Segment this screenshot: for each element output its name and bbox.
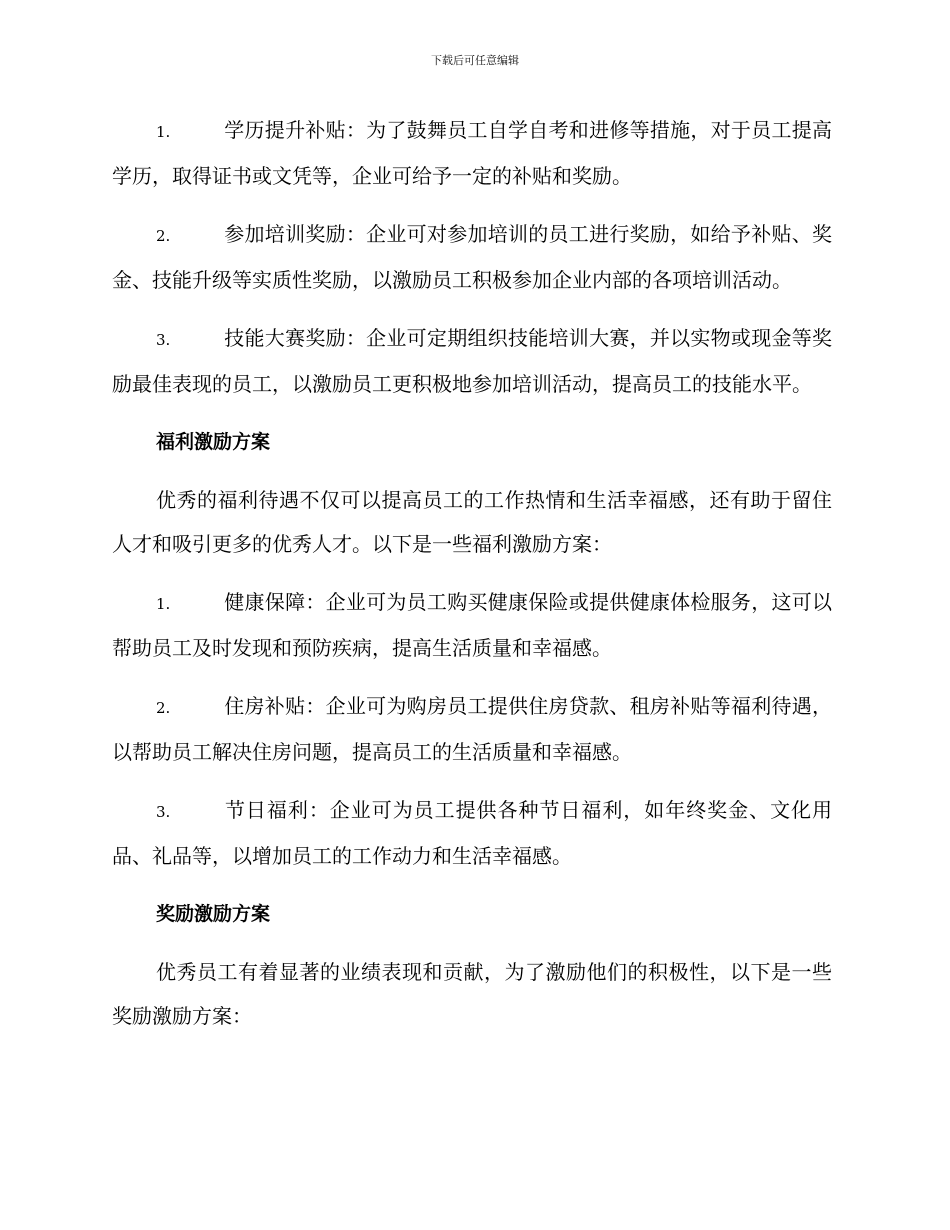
list-item: [112, 212, 832, 302]
list-item-text: 学历提升补贴：为了鼓舞员工自学自考和进修等措施，对于员工提高学历，取得证书或文凭等，企业可给予一定的补贴和奖励。: [112, 118, 832, 188]
list-number: 3.: [156, 803, 171, 821]
list-item: [112, 684, 832, 774]
list-item-text: 技能大赛奖励：企业可定期组织技能培训大赛，并以实物或现金等奖励最佳表现的员工，以激励员工更积极地参加培训活动，提高员工的技能水平。: [112, 326, 832, 396]
list-item: [112, 580, 832, 670]
list-number: 2.: [156, 699, 171, 717]
list-item-text: 住房补贴：企业可为购房员工提供住房贷款、租房补贴等福利待遇，以帮助员工解决住房问题，提高员工的生活质量和幸福感。: [112, 694, 832, 764]
list-number: 2.: [156, 227, 171, 245]
list-item-text: 节日福利：企业可为员工提供各种节日福利，如年终奖金、文化用品、礼品等，以增加员工的工作动力和生活幸福感。: [112, 798, 832, 868]
page-header: 下载后可任意编辑: [431, 54, 519, 67]
list-number: 1.: [156, 123, 171, 141]
list-item: [112, 316, 832, 406]
list-item-text: 健康保障：企业可为员工购买健康保险或提供健康体检服务，这可以帮助员工及时发现和预防疾病，提高生活质量和幸福感。: [112, 590, 832, 660]
list-item: [112, 788, 832, 878]
section-intro-welfare: 优秀的福利待遇不仅可以提高员工的工作热情和生活幸福感，还有助于留住人才和吸引更多的优秀人才。以下是一些福利激励方案：: [112, 488, 832, 556]
list-item: [112, 108, 832, 198]
section-heading-reward: 奖励激励方案: [156, 903, 271, 925]
list-number: 3.: [156, 331, 171, 349]
section-intro-reward: 优秀员工有着显著的业绩表现和贡献，为了激励他们的积极性，以下是一些奖励激励方案：: [112, 960, 832, 1028]
list-item-text: 参加培训奖励：企业可对参加培训的员工进行奖励，如给予补贴、奖金、技能升级等实质性奖励，以激励员工积极参加企业内部的各项培训活动。: [112, 222, 832, 292]
document-body: [112, 108, 832, 1052]
section-heading-welfare: 福利激励方案: [156, 431, 271, 453]
list-number: 1.: [156, 595, 171, 613]
